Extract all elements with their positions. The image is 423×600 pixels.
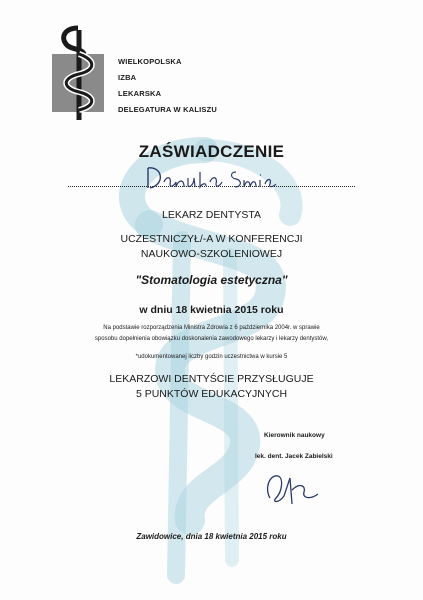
points-line-2: 5 PUNKTÓW EDUKACYJNYCH — [135, 388, 288, 400]
issuer-line-4: DELEGATURA W KALISZU — [118, 105, 217, 114]
place-and-date: Zawidowice, dnia 18 kwietnia 2015 roku — [136, 532, 287, 541]
medical-chamber-logo-icon — [48, 24, 110, 122]
points-line-1: LEKARZOWI DENTYŚCIE PRZYSŁUGUJE — [109, 373, 314, 385]
document-title: ZAŚWIADCZENIE — [138, 142, 285, 161]
issuer-name — [118, 54, 217, 118]
course-title: "Stomatologia estetyczna" — [135, 273, 288, 287]
recipient-name-handwritten — [140, 160, 280, 194]
legal-basis-line-1: Na podstawie rozporządzenia Ministra Zdrowia z 6 października 2004r. w sprawie — [103, 325, 320, 331]
hours-note: *udokumentowanej liczby godzin uczestnictwa w kursie 5 — [135, 354, 288, 360]
issuer-line-3: LEKARSKA — [118, 89, 162, 98]
issuer-line-1: WIELKOPOLSKA — [118, 57, 182, 66]
legal-basis-line-2: sposobu dopełnienia obowiązku doskonalenia zawodowego lekarzy i lekarzy dentystów, — [94, 336, 329, 342]
event-date: w dniu 18 kwietnia 2015 roku — [139, 304, 284, 316]
scientific-head-label: Kierownik naukowy — [264, 432, 325, 439]
profession: LEKARZ DENTYSTA — [162, 209, 261, 221]
participation-line-2: NAUKOWO-SZKOLENIOWEJ — [140, 248, 283, 260]
issuer-line-2: IZBA — [118, 73, 137, 82]
handwritten-signature — [260, 468, 324, 508]
scientific-head-name: lek. dent. Jacek Zabielski — [255, 453, 333, 460]
participation-line-1: UCZESTNICZYŁ/-A W KONFERENCJI — [120, 233, 303, 245]
